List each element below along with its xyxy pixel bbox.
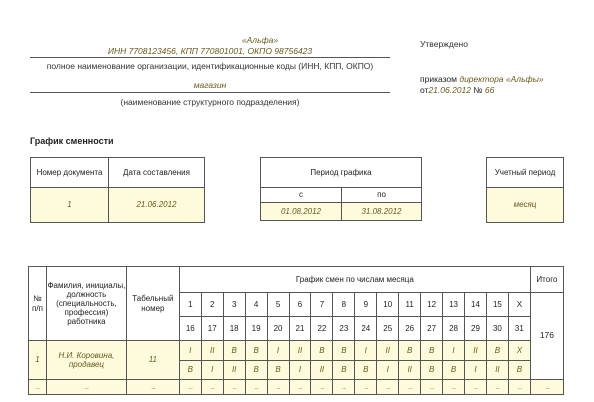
shift-cell: В bbox=[245, 341, 267, 361]
shift-cell: II bbox=[289, 341, 311, 361]
period-from-value: 01.08.2012 bbox=[261, 203, 342, 221]
doc-date-header: Дата составления bbox=[109, 158, 205, 188]
day-cell: 19 bbox=[245, 317, 267, 341]
col-tab-header: Табельный номер bbox=[126, 267, 179, 341]
shift-cell: В bbox=[421, 341, 443, 361]
day-cell: 3 bbox=[223, 293, 245, 317]
day-cell: 15 bbox=[486, 293, 508, 317]
account-header: Учетный период bbox=[487, 158, 564, 188]
approval-number-label: № bbox=[473, 85, 483, 95]
shift-cell: В bbox=[179, 361, 201, 380]
approval-title: Утверждено bbox=[420, 39, 468, 49]
day-cell: 16 bbox=[179, 317, 201, 341]
day-cell: 14 bbox=[465, 293, 487, 317]
approval-date: 21.06.2012 bbox=[428, 85, 471, 95]
shift-cell: I bbox=[355, 341, 377, 361]
org-name: «Альфа» bbox=[241, 35, 279, 45]
shift-cell: II bbox=[399, 361, 421, 380]
period-to-label: по bbox=[342, 188, 422, 203]
period-header: Период графика bbox=[261, 158, 422, 188]
col-name-header: Фамилия, инициалы, должность (специальность, профессия) работника bbox=[46, 267, 126, 341]
filler-cell: ... bbox=[333, 380, 355, 395]
shift-cell: II bbox=[311, 361, 333, 380]
shift-cell: II bbox=[377, 341, 399, 361]
day-cell: 4 bbox=[245, 293, 267, 317]
day-cell: 1 bbox=[179, 293, 201, 317]
doc-date-value: 21.06.2012 bbox=[109, 188, 205, 223]
shift-cell: I bbox=[267, 341, 289, 361]
row-name: Н.И. Коровина, продавец bbox=[46, 341, 126, 380]
day-cell: 10 bbox=[377, 293, 399, 317]
doc-number-value: 1 bbox=[31, 188, 109, 223]
table-row bbox=[29, 341, 564, 361]
filler-cell: ... bbox=[201, 380, 223, 395]
day-cell: 7 bbox=[311, 293, 333, 317]
filler-cell: ... bbox=[179, 380, 201, 395]
shift-cell: I bbox=[201, 361, 223, 380]
filler-cell: ... bbox=[223, 380, 245, 395]
shift-cell: I bbox=[179, 341, 201, 361]
filler-cell: ... bbox=[421, 380, 443, 395]
day-cell: 8 bbox=[333, 293, 355, 317]
schedule-table bbox=[28, 266, 564, 395]
day-cell: 6 bbox=[289, 293, 311, 317]
shift-cell: I bbox=[377, 361, 399, 380]
total-value: 176 bbox=[530, 293, 563, 380]
filler-cell: ... bbox=[377, 380, 399, 395]
shift-cell: II bbox=[223, 361, 245, 380]
filler-cell: ... bbox=[267, 380, 289, 395]
filler-cell: ... bbox=[126, 380, 179, 395]
day-cell: 11 bbox=[399, 293, 421, 317]
shift-cell: В bbox=[486, 341, 508, 361]
filler-cell: ... bbox=[530, 380, 563, 395]
filler-cell: ... bbox=[245, 380, 267, 395]
filler-cell: ... bbox=[443, 380, 465, 395]
approval-date-prefix: от bbox=[420, 85, 429, 95]
shift-cell: В bbox=[399, 341, 421, 361]
period-table bbox=[260, 157, 422, 221]
day-cell: 22 bbox=[311, 317, 333, 341]
col-num-header: № п/п bbox=[29, 267, 47, 341]
unit-underline bbox=[30, 92, 390, 93]
shift-cell: В bbox=[508, 361, 530, 380]
filler-cell: ... bbox=[508, 380, 530, 395]
day-cell: 26 bbox=[399, 317, 421, 341]
day-cell: 20 bbox=[267, 317, 289, 341]
doc-title: График сменности bbox=[30, 136, 114, 146]
doc-table bbox=[30, 157, 205, 223]
day-cell: 18 bbox=[223, 317, 245, 341]
shift-cell: I bbox=[289, 361, 311, 380]
row-num: 1 bbox=[29, 341, 47, 380]
row-tab: 11 bbox=[126, 341, 179, 380]
period-from-label: с bbox=[261, 188, 342, 203]
shift-cell: В bbox=[421, 361, 443, 380]
filler-cell: ... bbox=[311, 380, 333, 395]
filler-row bbox=[29, 380, 564, 395]
day-cell: 17 bbox=[201, 317, 223, 341]
filler-cell: ... bbox=[465, 380, 487, 395]
shift-cell: II bbox=[486, 361, 508, 380]
approval-date-line bbox=[420, 85, 494, 95]
account-table bbox=[486, 157, 564, 223]
approval-number: 66 bbox=[484, 85, 495, 95]
day-cell: 27 bbox=[421, 317, 443, 341]
shift-cell: В bbox=[223, 341, 245, 361]
shift-cell: В bbox=[443, 361, 465, 380]
period-to-value: 31.08.2012 bbox=[342, 203, 422, 221]
day-cell: 13 bbox=[443, 293, 465, 317]
shift-cell: В bbox=[333, 341, 355, 361]
day-cell: 25 bbox=[377, 317, 399, 341]
day-cell: 23 bbox=[333, 317, 355, 341]
shift-cell: I bbox=[443, 341, 465, 361]
day-cell: 12 bbox=[421, 293, 443, 317]
shift-cell: В bbox=[333, 361, 355, 380]
filler-cell: ... bbox=[289, 380, 311, 395]
account-value: месяц bbox=[487, 188, 564, 223]
day-cell: X bbox=[508, 293, 530, 317]
day-cell: 30 bbox=[486, 317, 508, 341]
org-caption: полное наименование организации, идентификационные коды (ИНН, КПП, ОКПО) bbox=[46, 61, 374, 71]
shift-cell: В bbox=[245, 361, 267, 380]
filler-cell: ... bbox=[399, 380, 421, 395]
day-cell: 29 bbox=[465, 317, 487, 341]
day-cell: 24 bbox=[355, 317, 377, 341]
org-codes: ИНН 7708123456, КПП 770801001, ОКПО 98756423 bbox=[107, 46, 313, 56]
day-cell: 21 bbox=[289, 317, 311, 341]
unit-name: магазин bbox=[193, 80, 227, 90]
day-cell: 28 bbox=[443, 317, 465, 341]
filler-cell: ... bbox=[355, 380, 377, 395]
approval-order-prefix: приказом bbox=[420, 74, 457, 84]
filler-cell: ... bbox=[486, 380, 508, 395]
shift-cell: I bbox=[465, 361, 487, 380]
col-days-header: График смен по числам месяца bbox=[179, 267, 530, 293]
shift-cell: В bbox=[355, 361, 377, 380]
day-cell: 5 bbox=[267, 293, 289, 317]
shift-cell: II bbox=[201, 341, 223, 361]
unit-caption: (наименование структурного подразделения) bbox=[120, 97, 300, 107]
day-cell: 2 bbox=[201, 293, 223, 317]
shift-cell: II bbox=[465, 341, 487, 361]
day-cell: 31 bbox=[508, 317, 530, 341]
filler-cell: ... bbox=[29, 380, 47, 395]
shift-cell: В bbox=[267, 361, 289, 380]
shift-cell: В bbox=[311, 341, 333, 361]
approval-order bbox=[420, 74, 544, 84]
filler-cell: ... bbox=[46, 380, 126, 395]
col-total-header: Итого bbox=[530, 267, 563, 293]
approval-order-who: директора «Альфы» bbox=[459, 74, 544, 84]
day-cell: 9 bbox=[355, 293, 377, 317]
shift-cell: X bbox=[508, 341, 530, 361]
doc-number-header: Номер документа bbox=[31, 158, 109, 188]
org-underline bbox=[30, 57, 390, 58]
